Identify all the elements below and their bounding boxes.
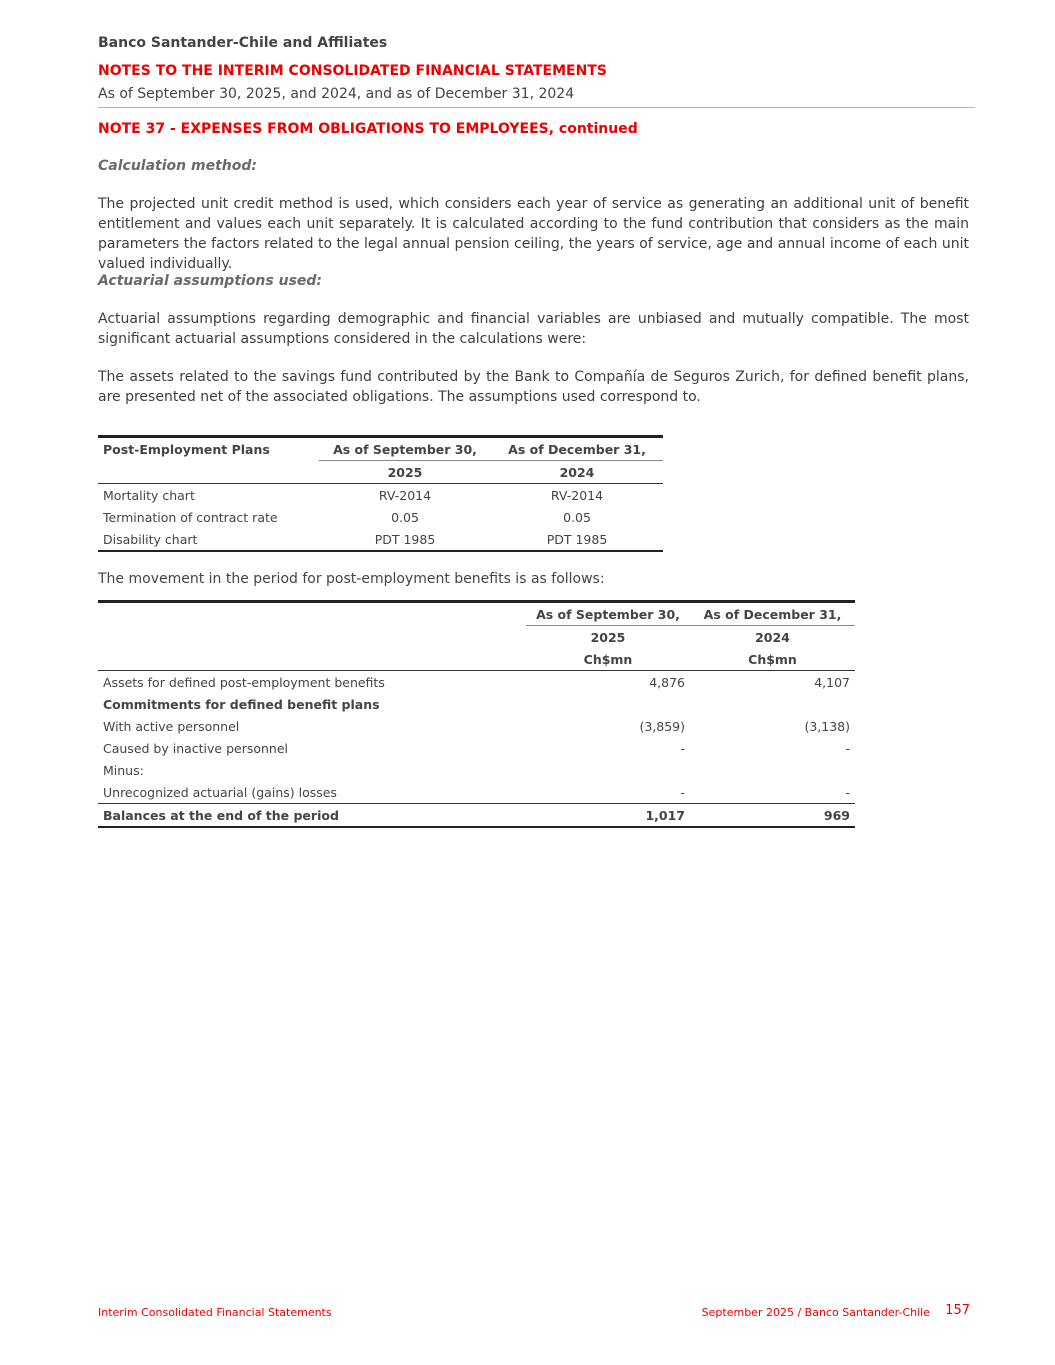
table-row: Mortality chart RV-2014 RV-2014 [103, 487, 604, 503]
footer-separator: / [793, 1306, 805, 1319]
col-sep-2025-header: As of September 30, [526, 602, 690, 626]
movement-intro-text: The movement in the period for post-employment benefits is as follows: [98, 571, 605, 587]
report-date-range: As of September 30, 2025, and 2024, and as of December 31, 2024 [98, 86, 575, 102]
table-row: Commitments for defined benefit plans [103, 696, 380, 712]
table-year-row [98, 626, 855, 649]
footer-source [702, 1306, 930, 1319]
note-heading: NOTE 37 - EXPENSES FROM OBLIGATIONS TO EMPLOYEES, continued [98, 121, 638, 137]
calculation-method-subhead: Calculation method: [98, 158, 257, 174]
company-name: Banco Santander-Chile and Affiliates [98, 35, 388, 51]
table-header-row [98, 602, 855, 626]
col-dec-2024-header: As of December 31, [690, 602, 855, 626]
notes-title: NOTES TO THE INTERIM CONSOLIDATED FINANCIAL STATEMENTS [98, 63, 607, 79]
savings-fund-text: The assets related to the savings fund contributed by the Bank to Compañía de Seguros Zurich, for defined benefit plans, are presented net of the associated obligations. The assumptions used correspond to. [98, 369, 969, 405]
year-2024: 2024 [755, 629, 790, 645]
footer-document-title: Interim Consolidated Financial Statements [98, 1306, 332, 1319]
year-2025: 2025 [590, 629, 626, 645]
unit-2025: Ch$mn [526, 648, 690, 671]
year-2024: 2024 [491, 461, 663, 484]
unit-2024: Ch$mn [690, 648, 855, 671]
post-employment-plans-table [98, 435, 663, 552]
post-employment-movement-table [98, 600, 855, 828]
calculation-method-text: The projected unit credit method is used, which considers each year of service as generating an additional unit of benefit entitlement and values each unit separately. It is calculated according to the fund contribution that considers as the main parameters the factors related to the legal annual pension ceiling, the years of service, age and annual income of each unit valued individually. [98, 196, 969, 272]
col-dec-2024-header: As of December 31, [491, 437, 663, 461]
table-unit-row [98, 648, 855, 671]
table-row: Minus: [103, 762, 144, 778]
table-row: Termination of contract rate 0.05 0.05 [103, 509, 591, 525]
table-row: With active personnel (3,859) (3,138) [103, 718, 850, 734]
table-row: Caused by inactive personnel - - [103, 740, 850, 756]
actuarial-assumptions-subhead: Actuarial assumptions used: [98, 273, 323, 289]
footer-date: September 2025 [701, 1306, 794, 1319]
table-row: Unrecognized actuarial (gains) losses - - [98, 781, 855, 804]
table-row: Disability chart PDT 1985 PDT 1985 [103, 531, 608, 547]
year-2025: 2025 [319, 461, 491, 484]
table-header-row [98, 437, 663, 461]
page-number: 157 [945, 1303, 970, 1318]
actuarial-assumptions-text: Actuarial assumptions regarding demographic and financial variables are unbiased and mutually compatible. The most significant actuarial assumptions considered in the calculations were: [98, 311, 969, 347]
col-sep-2025-header: As of September 30, [319, 437, 491, 461]
table-row: Assets for defined post-employment benefits 4,876 4,107 [103, 674, 850, 690]
table-year-row [98, 461, 663, 484]
header-divider [98, 107, 975, 108]
footer-bank: Banco Santander-Chile [804, 1306, 930, 1319]
plans-label-header: Post-Employment Plans [103, 441, 270, 457]
table-total-row: Balances at the end of the period 1,017 969 [103, 807, 850, 823]
